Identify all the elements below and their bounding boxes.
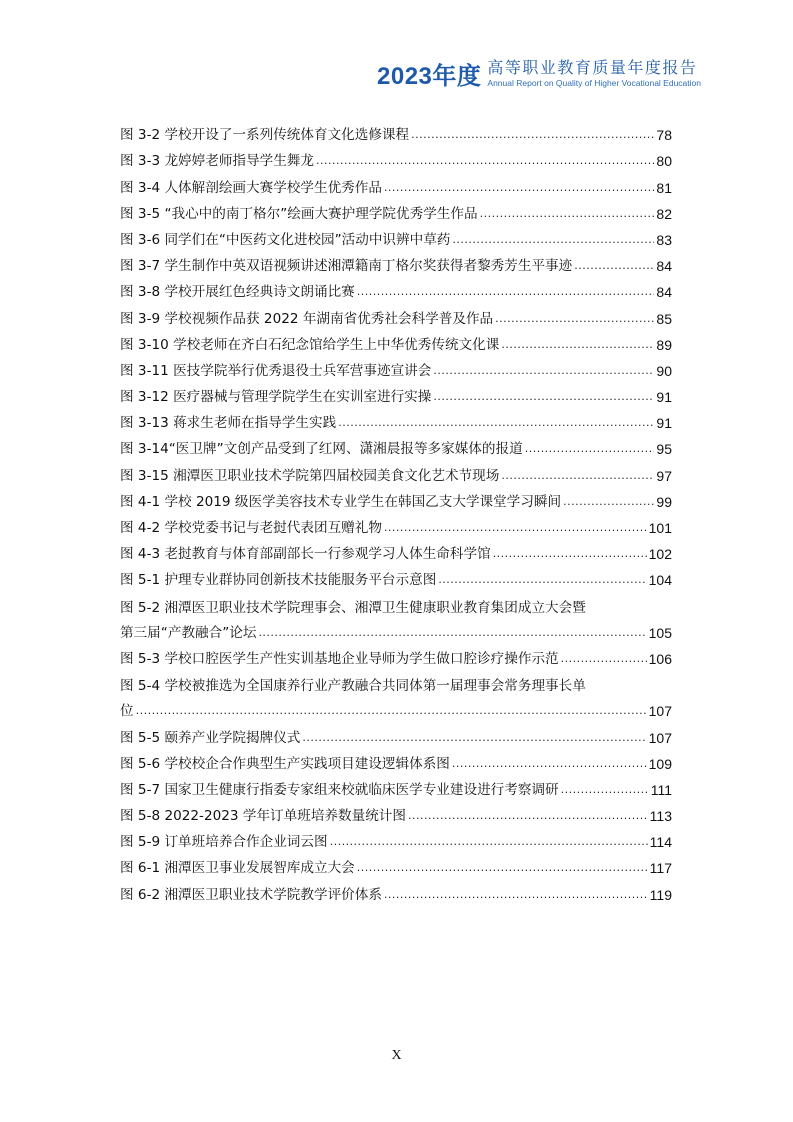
toc-entry-page: 90 [656,362,672,379]
toc-entry-first-line[interactable]: 图 5-4 学校被推选为全国康养行业产教融合共同体第一届理事会常务理事长单 [120,678,586,695]
toc-entry-page: 83 [656,231,672,248]
toc-entry-title: 图 5-5 颐养产业学院揭牌仪式 [120,729,301,746]
toc-entry[interactable] [120,694,672,720]
dot-leader [433,362,654,380]
dot-leader [438,571,646,589]
toc-entry-title: 图 3-11 医技学院举行优秀退役士兵军营事迹宣讲会 [120,362,432,379]
page-number: X [391,1048,402,1063]
toc-entry[interactable] [120,799,672,825]
dot-leader [338,414,654,432]
dot-leader [452,755,647,773]
dot-leader [574,257,654,275]
toc-entry-page: 78 [656,127,672,144]
dot-leader [563,493,654,511]
toc-entry-page: 84 [656,284,672,301]
header-title-block [487,59,701,89]
toc-entry[interactable] [120,485,672,511]
header-year: 2023年度 [377,63,482,90]
dot-leader [493,545,647,563]
toc-entry-title: 图 3-6 同学们在“中医药文化进校园”活动中识辨中草药 [120,231,451,248]
toc-entry-page: 105 [648,624,672,641]
toc-entry-page: 111 [650,781,672,798]
toc-entry-title: 图 3-14“医卫牌”文创产品受到了红网、潇湘晨报等多家媒体的报道 [120,441,523,458]
dot-leader [384,886,648,904]
toc-entry[interactable] [120,301,672,327]
toc-entry[interactable] [120,642,672,668]
toc-entry-title: 图 3-2 学校开设了一系列传统体育文化选修课程 [120,127,410,144]
toc-entry[interactable] [120,851,672,877]
toc-entry[interactable] [120,432,672,458]
toc-entry[interactable] [120,877,672,903]
dot-leader [561,650,647,668]
toc-entry-title: 图 3-8 学校开展红色经典诗文朗诵比赛 [120,284,355,301]
toc-entry-page: 117 [649,860,672,877]
toc-entry-title: 图 5-7 国家卫生健康行指委专家组来校就临床医学专业建设进行考察调研 [120,781,559,798]
toc-entry-title: 图 3-4 人体解剖绘画大赛学校学生优秀作品 [120,179,382,196]
toc-entry-title: 位 [120,703,134,720]
toc-entry-title: 图 5-6 学校校企合作典型生产实践项目建设逻辑体系图 [120,755,450,772]
toc-entry[interactable] [120,197,672,223]
dot-leader [433,388,654,406]
figure-list [120,118,672,904]
toc-entry-page: 91 [656,415,672,432]
toc-entry-page: 82 [656,205,672,222]
toc-entry-title: 图 5-8 2022-2023 学年订单班培养数量统计图 [120,808,406,825]
dot-leader [495,310,654,328]
toc-entry-title: 图 4-3 老挝教育与体育部副部长一行参观学习人体生命科学馆 [120,546,491,563]
toc-entry-page: 80 [656,153,672,170]
dot-leader [452,231,654,249]
toc-entry-page: 95 [656,441,672,458]
toc-entry[interactable] [120,511,672,537]
toc-entry-page: 91 [656,389,672,406]
toc-entry-title: 图 4-1 学校 2019 级医学美容技术专业学生在韩国乙支大学课堂学习瞬间 [120,493,562,510]
dot-leader [258,624,646,642]
toc-entry-page: 102 [648,546,672,563]
toc-entry[interactable] [120,563,672,589]
dot-leader [330,833,648,851]
toc-entry-page: 106 [648,650,672,667]
toc-entry[interactable] [120,170,672,196]
dot-leader [357,859,648,877]
toc-entry-title: 图 3-12 医疗器械与管理学院学生在实训室进行实操 [120,389,432,406]
toc-entry-title: 图 3-10 学校老师在齐白石纪念馆给学生上中华优秀传统文化课 [120,336,500,353]
dot-leader [384,179,654,197]
toc-entry[interactable] [120,380,672,406]
toc-entry-page: 107 [648,703,672,720]
toc-entry[interactable] [120,773,672,799]
toc-entry-first-line[interactable]: 图 5-2 湘潭医卫职业技术学院理事会、湘潭卫生健康职业教育集团成立大会暨 [120,599,586,616]
toc-entry-title: 图 3-15 湘潭医卫职业技术学院第四届校园美食文化艺术节现场 [120,467,500,484]
toc-entry-title: 图 3-13 蒋求生老师在指导学生实践 [120,415,337,432]
toc-entry[interactable] [120,328,672,354]
toc-entry[interactable] [120,249,672,275]
toc-entry-title: 图 6-2 湘潭医卫职业技术学院教学评价体系 [120,886,382,903]
toc-entry-page: 89 [656,336,672,353]
toc-entry-title: 第三届“产教融合”论坛 [120,624,257,641]
toc-entry-page: 104 [648,572,672,589]
toc-entry-title: 图 3-9 学校视频作品获 2022 年湖南省优秀社会科学普及作品 [120,310,494,327]
dot-leader [408,807,648,825]
toc-entry-title: 图 3-7 学生制作中英双语视频讲述湘潭籍南丁格尔奖获得者黎秀芳生平事迹 [120,258,573,275]
dot-leader [357,283,655,301]
toc-entry[interactable] [120,458,672,484]
toc-entry-page: 101 [648,520,672,536]
toc-entry-page: 84 [656,258,672,275]
toc-entry-title: 图 3-3 龙婷婷老师指导学生舞龙 [120,153,314,170]
toc-entry-title: 图 6-1 湘潭医卫事业发展智库成立大会 [120,860,355,877]
toc-entry[interactable] [120,616,672,642]
toc-entry[interactable] [120,354,672,380]
report-header [377,56,701,91]
dot-leader [136,702,647,720]
dot-leader [525,440,655,458]
dot-leader [316,152,654,170]
dot-leader [480,205,655,223]
toc-entry-page: 107 [648,729,672,746]
toc-entry[interactable] [120,825,672,851]
toc-entry-title: 图 5-1 护理专业群协同创新技术技能服务平台示意图 [120,572,437,589]
toc-entry-page: 114 [649,834,672,851]
toc-entry-page: 81 [656,179,672,196]
toc-entry-title: 图 5-3 学校口腔医学生产性实训基地企业导师为学生做口腔诊疗操作示范 [120,650,559,667]
toc-entry-page: 109 [648,755,672,772]
header-subtitle: Annual Report on Quality of Higher Vocational Education [487,77,701,88]
toc-entry[interactable] [120,223,672,249]
toc-entry-page: 97 [656,467,672,484]
toc-entry-page: 99 [656,493,672,510]
dot-leader [501,336,654,354]
toc-entry-page: 119 [649,886,672,903]
dot-leader [302,729,646,747]
toc-entry-title: 图 5-9 订单班培养合作企业词云图 [120,834,328,851]
dot-leader [561,781,649,799]
toc-entry-page: 113 [649,808,672,825]
toc-entry-page: 85 [656,310,672,327]
header-title: 高等职业教育质量年度报告 [487,57,698,77]
dot-leader [411,126,654,144]
toc-entry-title: 图 4-2 学校党委书记与老挝代表团互赠礼物 [120,520,382,536]
toc-entry[interactable] [120,144,672,170]
dot-leader [384,519,647,537]
toc-entry[interactable] [120,537,672,563]
toc-entry[interactable] [120,747,672,773]
toc-entry[interactable] [120,275,672,301]
toc-entry[interactable] [120,118,672,144]
toc-entry[interactable] [120,406,672,432]
toc-entry-title: 图 3-5 “我心中的南丁格尔”绘画大赛护理学院优秀学生作品 [120,205,478,222]
dot-leader [501,467,654,485]
toc-entry[interactable] [120,720,672,746]
